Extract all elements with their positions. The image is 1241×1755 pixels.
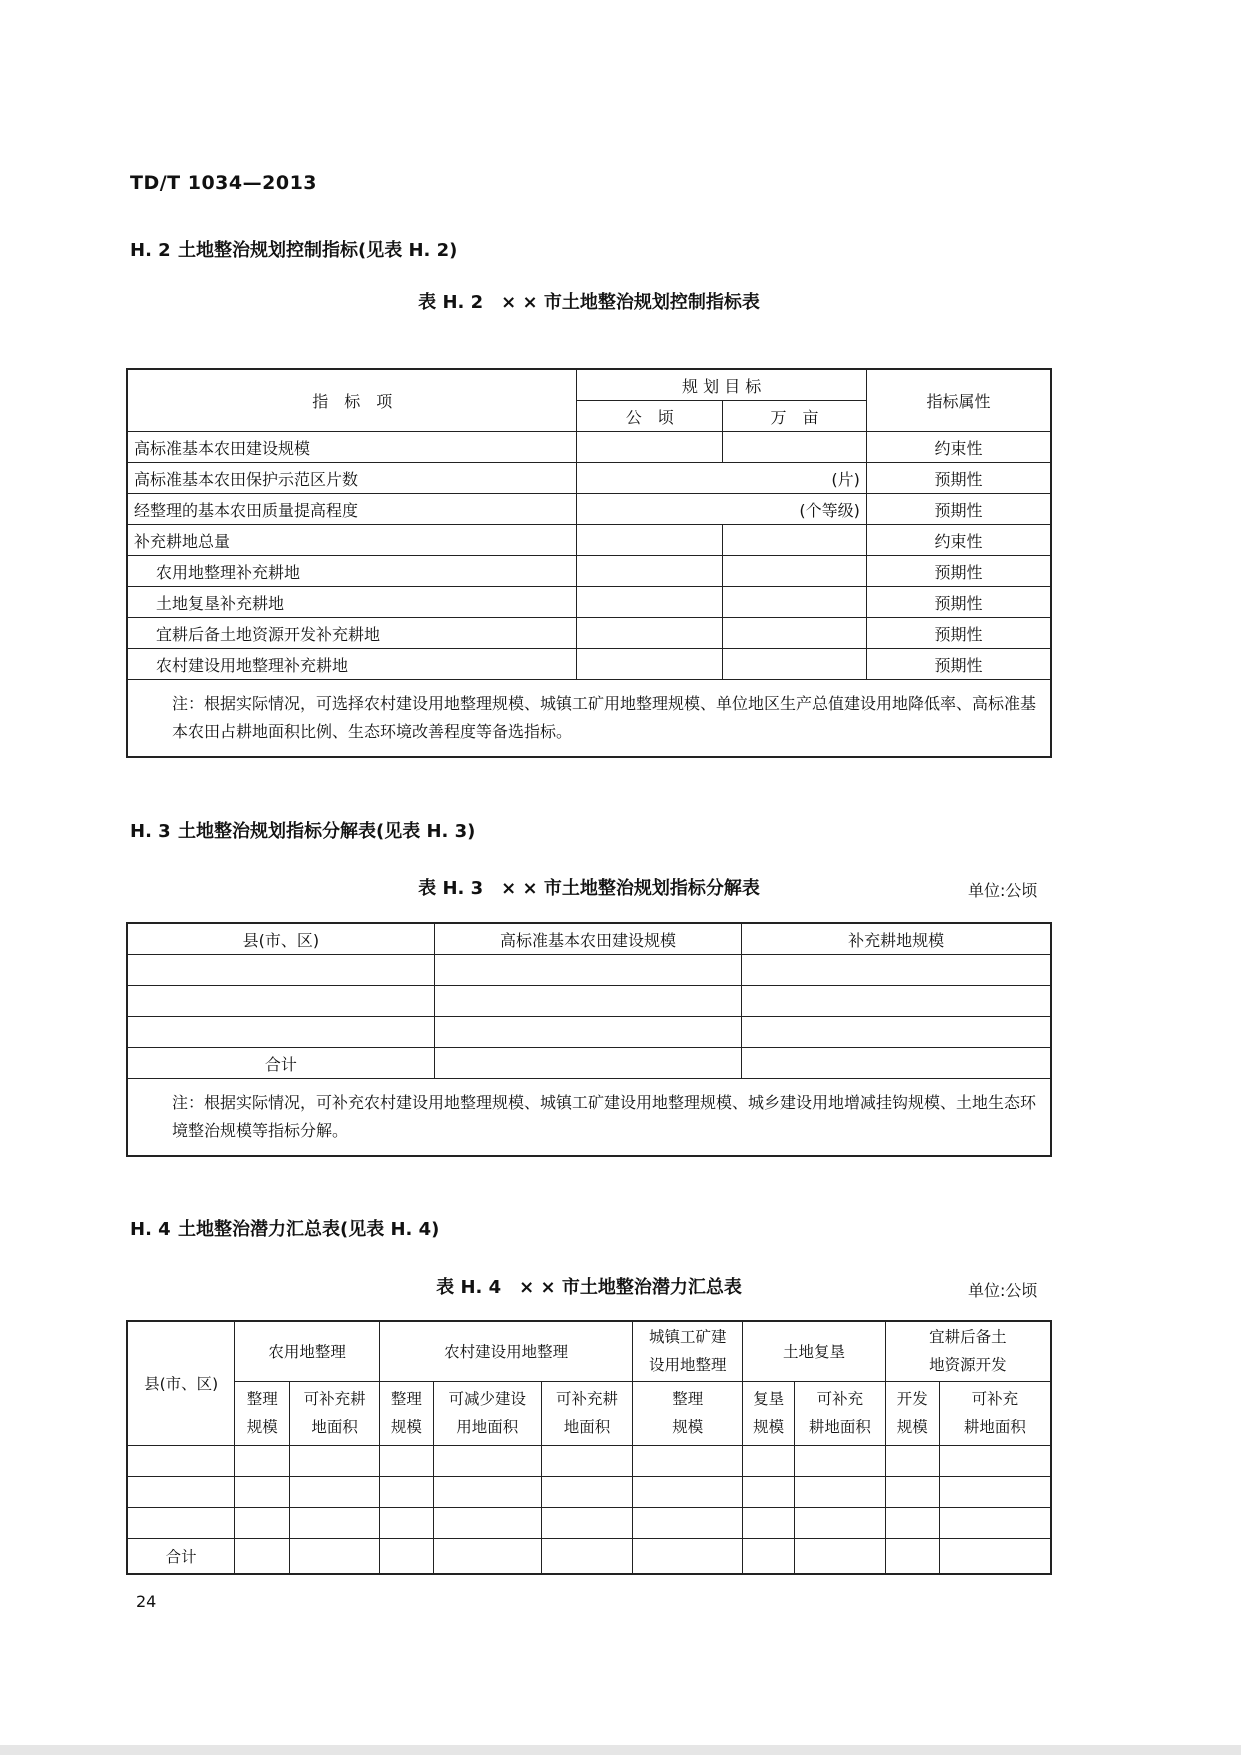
- table-h2-cell-attribute: 约束性: [866, 525, 1051, 556]
- table-h4-sub-farm-scale: [235, 1381, 290, 1445]
- table-row: [127, 618, 1051, 649]
- sub-line: 规模: [672, 1418, 704, 1436]
- table-h4-sub-farm-area: [290, 1381, 380, 1445]
- table-h2-cell-indicator: 宜耕后备土地资源开发补充耕地: [127, 618, 577, 649]
- table-h2-cell-hectare: [577, 587, 723, 618]
- table-cell: [379, 1507, 433, 1538]
- sub-line: 可减少建设: [448, 1390, 526, 1408]
- table-h4-sub-rural-scale: [379, 1381, 433, 1445]
- table-cell: [290, 1476, 380, 1507]
- table-h2-cell-mu: [723, 587, 867, 618]
- table-cell: [434, 1017, 741, 1048]
- section-h3-number: H. 3: [130, 821, 171, 842]
- page-number: 24: [136, 1592, 157, 1611]
- table-cell: [127, 1476, 235, 1507]
- table-cell: [541, 1445, 633, 1476]
- table-h2-cell-attribute: 约束性: [866, 432, 1051, 463]
- table-h3-total-label: 合计: [127, 1048, 434, 1079]
- table-cell: [743, 1507, 795, 1538]
- section-h3-title: 土地整治规划指标分解表(见表 H. 3): [178, 821, 476, 842]
- table-cell: [633, 1445, 743, 1476]
- table-cell: [235, 1538, 290, 1574]
- table-h4-sub-rural-reduce: [433, 1381, 541, 1445]
- table-h2-cell-mu: [723, 649, 867, 680]
- table-cell: [939, 1476, 1051, 1507]
- table-h2-cell-unit: (片): [577, 463, 866, 494]
- sub-line: 整理: [672, 1390, 704, 1408]
- table-cell: [127, 1445, 235, 1476]
- sub-line: 可补充耕: [303, 1390, 366, 1408]
- table-h4-header-development-line1: 宜耕后备土: [929, 1328, 1007, 1347]
- table-cell: [795, 1445, 886, 1476]
- table-h4-sub-urban-scale: [633, 1381, 743, 1445]
- table-h2-cell-attribute: 预期性: [866, 618, 1051, 649]
- table-h2-cell-indicator: 农用地整理补充耕地: [127, 556, 577, 587]
- section-h2-heading: [130, 236, 457, 262]
- table-h3-header-hsbf: 高标准基本农田建设规模: [434, 923, 741, 955]
- table-h3-note: 注：根据实际情况，可补充农村建设用地整理规模、城镇工矿建设用地整理规模、城乡建设用地增减挂钩规模、土地生态环境整治规模等指标分解。: [127, 1079, 1051, 1157]
- table-cell: [742, 955, 1051, 986]
- sub-line: 复垦: [753, 1390, 785, 1408]
- table-cell: [795, 1538, 886, 1574]
- table-h2-note: 注：根据实际情况，可选择农村建设用地整理规模、城镇工矿用地整理规模、单位地区生产总值建设用地降低率、高标准基本农田占耕地面积比例、生态环境改善程度等备选指标。: [127, 680, 1051, 758]
- table-cell: [939, 1538, 1051, 1574]
- sub-line: 整理: [246, 1390, 278, 1408]
- table-cell: [433, 1476, 541, 1507]
- table-cell: [434, 955, 741, 986]
- table-cell: [742, 1017, 1051, 1048]
- table-h2-cell-hectare: [577, 432, 723, 463]
- table-row: [127, 556, 1051, 587]
- table-row: [127, 587, 1051, 618]
- table-cell: [743, 1476, 795, 1507]
- table-h2-cell-mu: [723, 432, 867, 463]
- table-cell: [235, 1445, 290, 1476]
- table-h2-caption: 表 H. 2 × × 市土地整治规划控制指标表: [418, 292, 760, 313]
- table-row: [127, 432, 1051, 463]
- table-row: [127, 1048, 1051, 1079]
- table-h2-cell-hectare: [577, 649, 723, 680]
- table-cell: [235, 1476, 290, 1507]
- table-cell: [743, 1445, 795, 1476]
- table-h4-header-development: [885, 1321, 1051, 1381]
- table-cell: [541, 1507, 633, 1538]
- table-cell: [633, 1538, 743, 1574]
- table-h2-cell-indicator: 农村建设用地整理补充耕地: [127, 649, 577, 680]
- sub-line: 耕地面积: [963, 1418, 1026, 1436]
- sub-line: 地面积: [311, 1418, 358, 1436]
- table-cell: [290, 1445, 380, 1476]
- table-cell: [433, 1445, 541, 1476]
- table-cell: [541, 1476, 633, 1507]
- table-cell: [795, 1507, 886, 1538]
- section-h2-title: 土地整治规划控制指标(见表 H. 2): [178, 240, 458, 261]
- sub-line: 规模: [753, 1418, 785, 1436]
- table-h2-cell-indicator: 经整理的基本农田质量提高程度: [127, 494, 577, 525]
- table-row: [127, 494, 1051, 525]
- table-h2-cell-attribute: 预期性: [866, 463, 1051, 494]
- sub-line: 可补充: [816, 1390, 864, 1408]
- table-cell: [235, 1507, 290, 1538]
- table-h2-cell-hectare: [577, 556, 723, 587]
- table-cell: [290, 1538, 380, 1574]
- table-h2-cell-attribute: 预期性: [866, 494, 1051, 525]
- table-cell: [379, 1476, 433, 1507]
- table-h3: [126, 922, 1052, 1157]
- table-row: [127, 649, 1051, 680]
- table-row: [127, 955, 1051, 986]
- table-cell: [433, 1507, 541, 1538]
- table-row: [127, 1476, 1051, 1507]
- sub-line: 开发: [896, 1390, 928, 1408]
- table-row: [127, 1017, 1051, 1048]
- document-code: TD/T 1034—2013: [130, 172, 318, 194]
- sub-line: 规模: [390, 1418, 422, 1436]
- table-h2-cell-hectare: [577, 618, 723, 649]
- table-h4-header-urban: [633, 1321, 743, 1381]
- table-h4-caption: 表 H. 4 × × 市土地整治潜力汇总表: [436, 1277, 742, 1298]
- sub-line: 可补充耕: [555, 1390, 618, 1408]
- section-h2-number: H. 2: [130, 240, 171, 261]
- table-h2-cell-attribute: 预期性: [866, 587, 1051, 618]
- table-h3-caption: 表 H. 3 × × 市土地整治规划指标分解表: [418, 878, 760, 899]
- table-cell: [743, 1538, 795, 1574]
- section-h3-heading: [130, 817, 475, 843]
- table-h2-cell-unit: (个等级): [577, 494, 866, 525]
- table-cell: [633, 1476, 743, 1507]
- table-h2-header-hectare: 公 顷: [577, 401, 723, 432]
- table-cell: [541, 1538, 633, 1574]
- table-h2-header-mu: 万 亩: [723, 401, 867, 432]
- table-h2-cell-mu: [723, 525, 867, 556]
- table-row: [127, 1507, 1051, 1538]
- section-h4-heading: [130, 1215, 439, 1241]
- sub-line: 可补充: [971, 1390, 1019, 1408]
- table-cell: [434, 986, 741, 1017]
- table-cell: [127, 955, 434, 986]
- table-h2-cell-hectare: [577, 525, 723, 556]
- table-h4-header-farmland: 农用地整理: [235, 1321, 380, 1381]
- table-h4-header-urban-line2: 设用地整理: [649, 1356, 727, 1375]
- table-h2-cell-attribute: 预期性: [866, 649, 1051, 680]
- table-cell: [939, 1507, 1051, 1538]
- table-cell: [434, 1048, 741, 1079]
- table-cell: [885, 1507, 939, 1538]
- sub-line: 整理: [390, 1390, 422, 1408]
- table-row: [127, 525, 1051, 556]
- table-row: [127, 986, 1051, 1017]
- table-cell: [127, 986, 434, 1017]
- table-h2-cell-indicator: 土地复垦补充耕地: [127, 587, 577, 618]
- table-h2-header-attribute: 指标属性: [866, 369, 1051, 432]
- table-cell: [290, 1507, 380, 1538]
- table-h2-cell-attribute: 预期性: [866, 556, 1051, 587]
- table-h3-header-county: 县(市、区): [127, 923, 434, 955]
- table-cell: [379, 1538, 433, 1574]
- table-cell: [433, 1538, 541, 1574]
- table-h4-total-label: 合计: [127, 1538, 235, 1574]
- table-h4-sub-dev-scale: [885, 1381, 939, 1445]
- table-h4-header-urban-line1: 城镇工矿建: [649, 1328, 727, 1347]
- table-h2-cell-mu: [723, 556, 867, 587]
- table-h4-sub-reclaim-scale: [743, 1381, 795, 1445]
- table-h4-unit: 单位:公顷: [968, 1281, 1038, 1300]
- table-h4: [126, 1320, 1052, 1575]
- table-cell: [885, 1445, 939, 1476]
- page-bottom-edge: [0, 1745, 1241, 1755]
- table-h2: [126, 368, 1052, 758]
- table-cell: [742, 986, 1051, 1017]
- table-cell: [795, 1476, 886, 1507]
- table-cell: [939, 1445, 1051, 1476]
- table-h4-header-reclaim: 土地复垦: [743, 1321, 886, 1381]
- table-h4-sub-rural-area: [541, 1381, 633, 1445]
- table-h2-cell-indicator: 高标准基本农田保护示范区片数: [127, 463, 577, 494]
- table-h2-header-indicator: 指 标 项: [127, 369, 577, 432]
- table-h4-header-county: 县(市、区): [127, 1321, 235, 1445]
- table-h2-header-target: 规 划 目 标: [577, 369, 866, 401]
- table-row: [127, 463, 1051, 494]
- table-h4-sub-dev-area: [939, 1381, 1051, 1445]
- table-h3-header-supplement: 补充耕地规模: [742, 923, 1051, 955]
- table-h4-header-development-line2: 地资源开发: [929, 1356, 1007, 1375]
- table-h3-unit: 单位:公顷: [968, 881, 1038, 900]
- table-cell: [379, 1445, 433, 1476]
- section-h4-title: 土地整治潜力汇总表(见表 H. 4): [178, 1219, 440, 1240]
- table-h2-cell-indicator: 补充耕地总量: [127, 525, 577, 556]
- sub-line: 地面积: [563, 1418, 611, 1436]
- table-cell: [633, 1507, 743, 1538]
- table-cell: [127, 1017, 434, 1048]
- table-h4-sub-reclaim-area: [795, 1381, 886, 1445]
- table-cell: [885, 1476, 939, 1507]
- table-h2-cell-mu: [723, 618, 867, 649]
- table-cell: [742, 1048, 1051, 1079]
- table-row: [127, 1445, 1051, 1476]
- table-h2-cell-indicator: 高标准基本农田建设规模: [127, 432, 577, 463]
- sub-line: 耕地面积: [808, 1418, 871, 1436]
- table-cell: [885, 1538, 939, 1574]
- table-cell: [127, 1507, 235, 1538]
- sub-line: 规模: [896, 1418, 928, 1436]
- section-h4-number: H. 4: [130, 1219, 171, 1240]
- table-h4-header-rural: 农村建设用地整理: [379, 1321, 632, 1381]
- sub-line: 规模: [246, 1418, 278, 1436]
- table-row: [127, 1538, 1051, 1574]
- sub-line: 用地面积: [456, 1418, 519, 1436]
